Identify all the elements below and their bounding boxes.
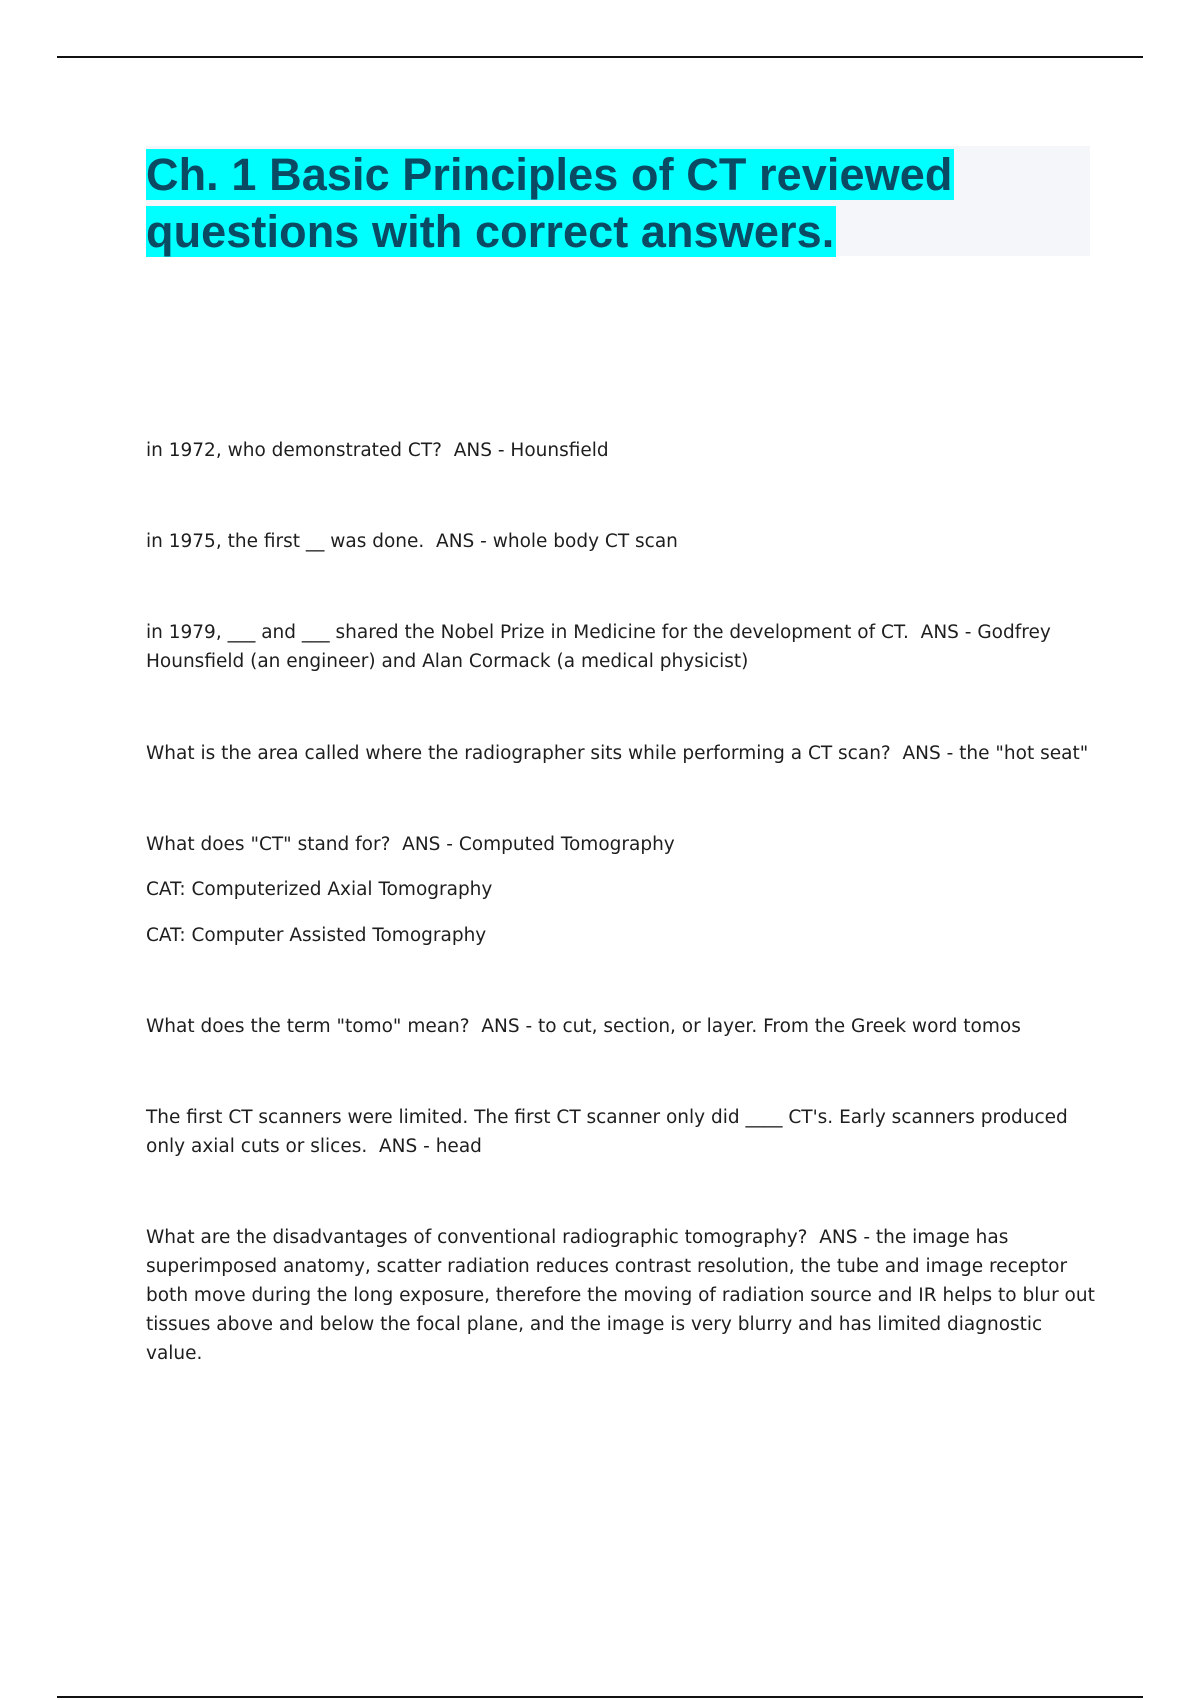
answer-text: ANS - the image has superimposed anatomy, scatter radiation reduces contrast resolution, the tube and image receptor both move during the long exposure, therefore the moving of radiation source and IR helps to blur out tissues above and below the focal plane, and the image is very blurry and has limited diagnostic value. xyxy=(146,1227,1095,1364)
title-line-1: Ch. 1 Basic Principles of CT reviewed xyxy=(146,149,953,200)
answer-text: ANS - Godfrey Hounsfield (an engineer) and Alan Cormack (a medical physicist) xyxy=(146,622,1051,672)
answer-text: ANS - the "hot seat" xyxy=(902,743,1089,764)
qa-item-1 xyxy=(146,436,1096,465)
answer-text: ANS - Computed Tomography xyxy=(402,834,675,855)
answer-text: ANS - Hounsfield xyxy=(453,440,609,461)
answer-text: ANS - to cut, section, or layer. From the Greek word tomos xyxy=(481,1016,1021,1037)
question-text: What is the area called where the radiographer sits while performing a CT scan? xyxy=(146,743,891,764)
question-text: What does "CT" stand for? xyxy=(146,834,391,855)
bottom-rule xyxy=(57,1696,1143,1698)
qa-item-4 xyxy=(146,739,1096,768)
top-rule xyxy=(57,56,1143,58)
ct-extra-line-2: CAT: Computer Assisted Tomography xyxy=(146,925,487,946)
page-title xyxy=(146,146,1090,260)
question-text: The first CT scanners were limited. The first CT scanner only did ____ CT's. Early scanners produced only axial cuts or slices. xyxy=(146,1107,1068,1157)
question-text: in 1972, who demonstrated CT? xyxy=(146,440,442,461)
ct-extra-line-1: CAT: Computerized Axial Tomography xyxy=(146,879,493,900)
question-text: in 1975, the first __ was done. xyxy=(146,531,425,552)
qa-item-6 xyxy=(146,1012,1096,1041)
qa-item-5 xyxy=(146,830,1096,859)
answer-text: ANS - head xyxy=(379,1136,482,1157)
answer-text: ANS - whole body CT scan xyxy=(436,531,678,552)
question-text: What does the term "tomo" mean? xyxy=(146,1016,470,1037)
title-block xyxy=(146,146,1090,256)
qa-item-2 xyxy=(146,527,1096,556)
question-text: What are the disadvantages of conventional radiographic tomography? xyxy=(146,1227,808,1248)
question-text: in 1979, ___ and ___ shared the Nobel Prize in Medicine for the development of CT. xyxy=(146,622,909,643)
qa-item-7 xyxy=(146,1103,1096,1161)
title-line-2: questions with correct answers. xyxy=(146,206,835,257)
qa-item-3 xyxy=(146,618,1096,676)
qa-item-8 xyxy=(146,1223,1096,1368)
